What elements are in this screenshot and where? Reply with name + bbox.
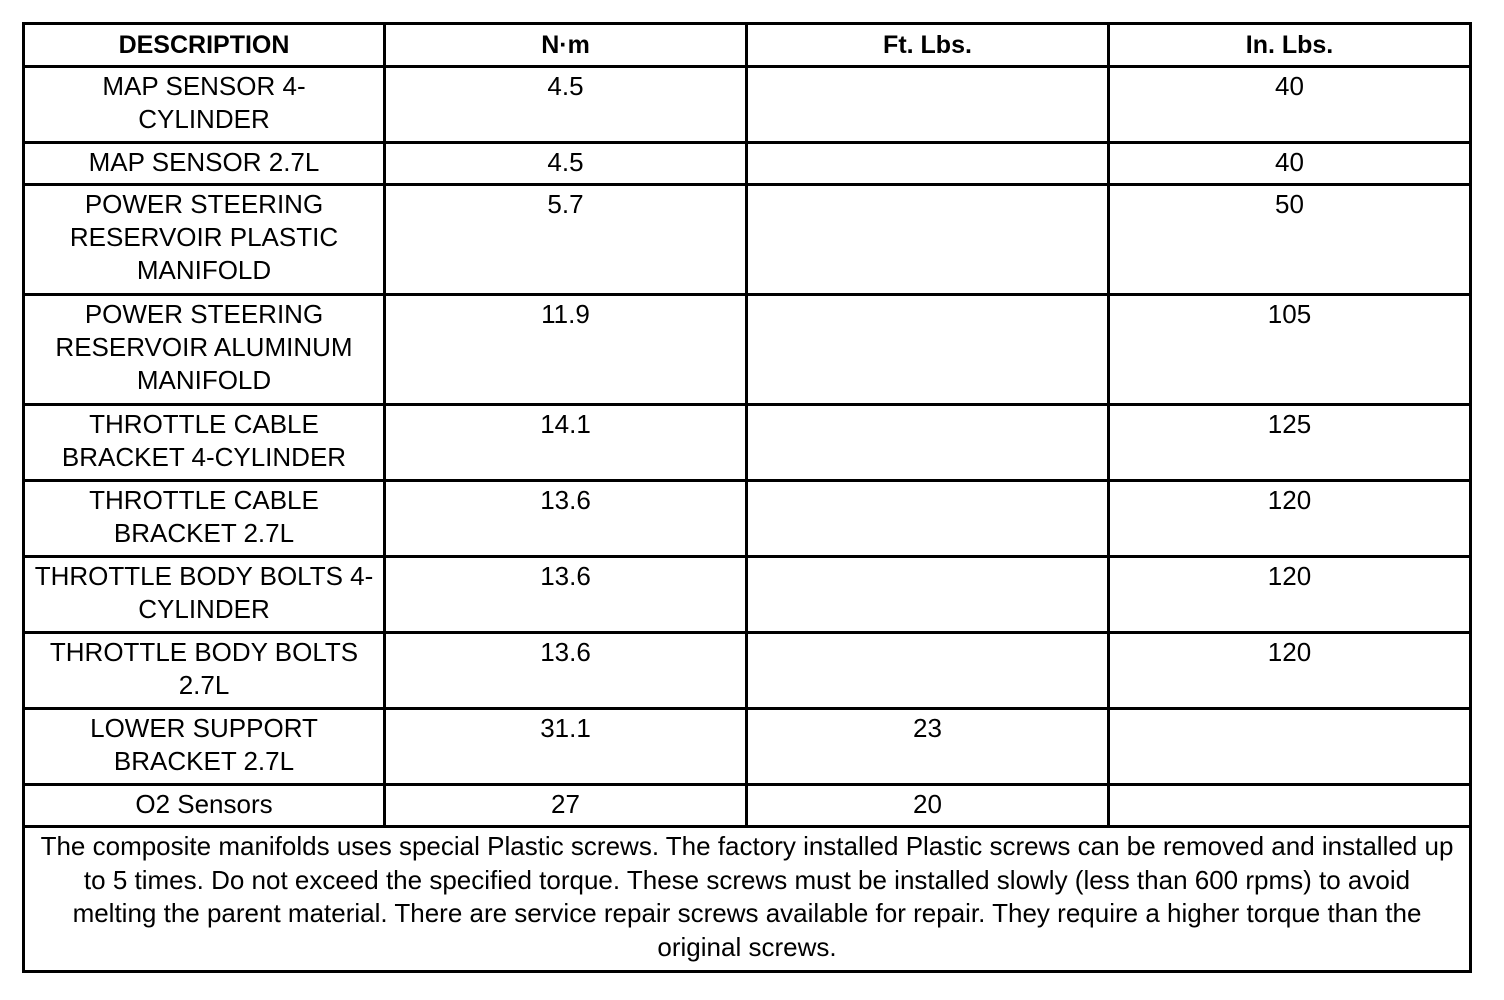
cell-ft-lbs <box>747 481 1109 557</box>
cell-description: LOWER SUPPORT BRACKET 2.7L <box>24 709 385 785</box>
torque-spec-table <box>22 22 1472 973</box>
cell-ft-lbs: 23 <box>747 709 1109 785</box>
cell-in-lbs <box>1109 785 1471 827</box>
cell-description: THROTTLE BODY BOLTS 2.7L <box>24 633 385 709</box>
cell-ft-lbs <box>747 405 1109 481</box>
cell-nm: 13.6 <box>385 557 747 633</box>
cell-nm: 14.1 <box>385 405 747 481</box>
cell-in-lbs: 120 <box>1109 481 1471 557</box>
cell-nm: 5.7 <box>385 185 747 295</box>
cell-nm: 4.5 <box>385 67 747 143</box>
cell-ft-lbs <box>747 67 1109 143</box>
cell-description: THROTTLE CABLE BRACKET 4-CYLINDER <box>24 405 385 481</box>
table-row <box>24 557 1471 633</box>
header-nm: N·m <box>385 24 747 67</box>
cell-nm: 4.5 <box>385 143 747 185</box>
cell-ft-lbs <box>747 295 1109 405</box>
cell-description: O2 Sensors <box>24 785 385 827</box>
cell-nm: 13.6 <box>385 633 747 709</box>
footnote-text: The composite manifolds uses special Plastic screws. The factory installed Plastic screws can be removed and installed up to 5 times. Do not exceed the specified torque. These screws must be installed slowly (less than 600 rpms) to avoid melting the parent material. There are service repair screws available for repair. They require a higher torque than the original screws. <box>24 827 1471 972</box>
cell-nm: 31.1 <box>385 709 747 785</box>
table-row <box>24 67 1471 143</box>
table-row <box>24 405 1471 481</box>
cell-ft-lbs <box>747 557 1109 633</box>
cell-description: POWER STEERING RESERVOIR ALUMINUM MANIFOLD <box>24 295 385 405</box>
table-row <box>24 185 1471 295</box>
cell-ft-lbs <box>747 633 1109 709</box>
cell-description: MAP SENSOR 4-CYLINDER <box>24 67 385 143</box>
table-row <box>24 633 1471 709</box>
table-row <box>24 295 1471 405</box>
cell-in-lbs: 120 <box>1109 557 1471 633</box>
cell-in-lbs: 125 <box>1109 405 1471 481</box>
cell-nm: 27 <box>385 785 747 827</box>
cell-ft-lbs <box>747 185 1109 295</box>
cell-description: POWER STEERING RESERVOIR PLASTIC MANIFOLD <box>24 185 385 295</box>
table-row <box>24 785 1471 827</box>
header-ft-lbs: Ft. Lbs. <box>747 24 1109 67</box>
cell-description: THROTTLE CABLE BRACKET 2.7L <box>24 481 385 557</box>
cell-in-lbs: 105 <box>1109 295 1471 405</box>
table-row <box>24 143 1471 185</box>
table-row <box>24 481 1471 557</box>
cell-description: MAP SENSOR 2.7L <box>24 143 385 185</box>
cell-in-lbs: 120 <box>1109 633 1471 709</box>
header-description: DESCRIPTION <box>24 24 385 67</box>
cell-nm: 11.9 <box>385 295 747 405</box>
cell-description: THROTTLE BODY BOLTS 4-CYLINDER <box>24 557 385 633</box>
header-in-lbs: In. Lbs. <box>1109 24 1471 67</box>
cell-in-lbs <box>1109 709 1471 785</box>
table-row <box>24 709 1471 785</box>
note-row <box>24 827 1471 972</box>
cell-ft-lbs: 20 <box>747 785 1109 827</box>
cell-in-lbs: 40 <box>1109 143 1471 185</box>
cell-in-lbs: 40 <box>1109 67 1471 143</box>
cell-nm: 13.6 <box>385 481 747 557</box>
header-row <box>24 24 1471 67</box>
cell-in-lbs: 50 <box>1109 185 1471 295</box>
cell-ft-lbs <box>747 143 1109 185</box>
